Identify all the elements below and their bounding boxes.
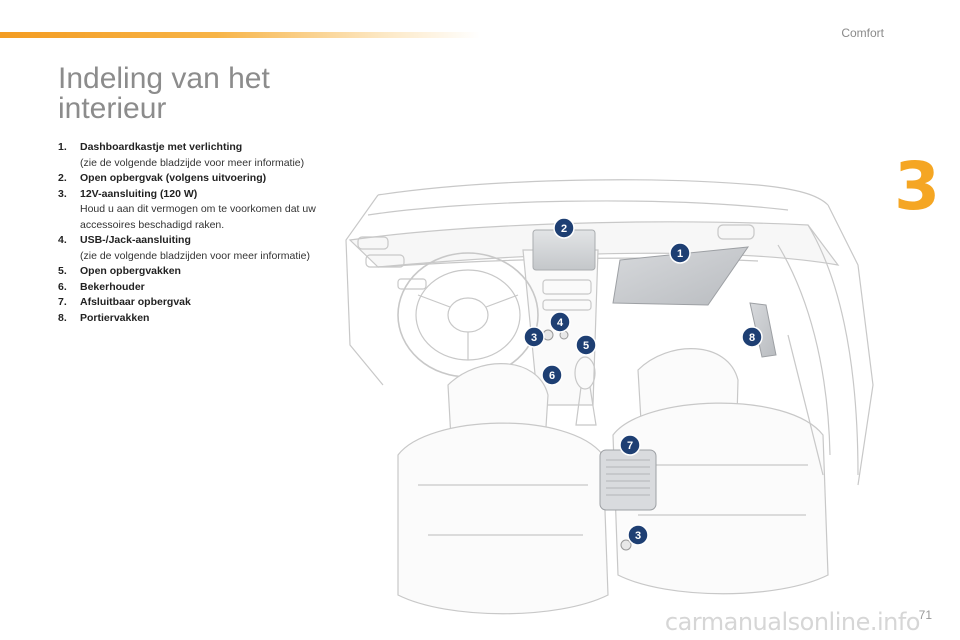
svg-text:3: 3 xyxy=(530,332,538,344)
page-title: Indeling van het interieur xyxy=(58,62,270,125)
svg-text:8: 8 xyxy=(748,332,756,344)
legend-label: Bekerhouder xyxy=(80,280,145,293)
legend-label: Portiervakken xyxy=(80,311,150,324)
svg-text:3: 3 xyxy=(634,530,642,542)
marker-3 xyxy=(524,327,544,347)
watermark: carmanualsonline.info xyxy=(664,608,920,636)
header-accent-bar xyxy=(0,32,480,38)
marker-3-rear xyxy=(628,525,648,545)
legend-list xyxy=(58,140,328,326)
legend-item: 4. USB-/Jack-aansluiting (zie de volgende bladzijden voor meer informatie) xyxy=(58,234,310,262)
svg-text:7: 7 xyxy=(626,440,634,452)
marker-2 xyxy=(554,218,574,238)
svg-text:2: 2 xyxy=(560,223,568,235)
legend-label: Open opbergvakken xyxy=(80,265,181,277)
legend-label: Open opbergvak (volgens uitvoering) xyxy=(80,172,267,184)
marker-4 xyxy=(550,312,570,332)
legend-desc: (zie de volgende bladzijden voor meer informatie) xyxy=(80,249,310,262)
legend-item: 3. 12V-aansluiting (120 W) Houd u aan dit vermogen om te voorkomen dat uw accessoires beschadigd raken. xyxy=(58,187,316,231)
svg-text:1: 1 xyxy=(676,248,684,260)
marker-1 xyxy=(670,243,690,263)
legend-item: 1. Dashboardkastje met verlichting (zie de volgende bladzijde voor meer informatie) xyxy=(58,141,305,169)
legend-item: 8. Portiervakken xyxy=(58,311,150,324)
marker-7 xyxy=(620,435,640,455)
legend-label: Dashboardkastje met verlichting xyxy=(80,141,243,153)
marker-5 xyxy=(576,335,596,355)
legend-desc: Houd u aan dit vermogen om te voorkomen dat uw accessoires beschadigd raken. xyxy=(80,203,316,231)
legend-item: 5. Open opbergvakken xyxy=(58,265,181,277)
section-label: Comfort xyxy=(841,26,884,40)
chapter-number: 3 xyxy=(894,148,938,225)
marker-8 xyxy=(742,327,762,347)
legend-item: 6. Bekerhouder xyxy=(58,280,145,293)
legend-desc: (zie de volgende bladzijde voor meer informatie) xyxy=(80,156,305,169)
legend-label: 12V-aansluiting (120 W) xyxy=(80,187,198,200)
svg-text:4: 4 xyxy=(556,317,564,329)
legend-item: 2. Open opbergvak (volgens uitvoering) xyxy=(58,172,267,184)
legend-item: 7. Afsluitbaar opbergvak xyxy=(58,296,191,308)
page-number: 71 xyxy=(918,608,932,622)
interior-diagram xyxy=(338,155,878,630)
marker-6 xyxy=(542,365,562,385)
legend-label: Afsluitbaar opbergvak xyxy=(80,296,191,308)
legend-label: USB-/Jack-aansluiting xyxy=(80,234,191,246)
svg-text:6: 6 xyxy=(548,370,556,382)
svg-text:5: 5 xyxy=(582,340,590,352)
